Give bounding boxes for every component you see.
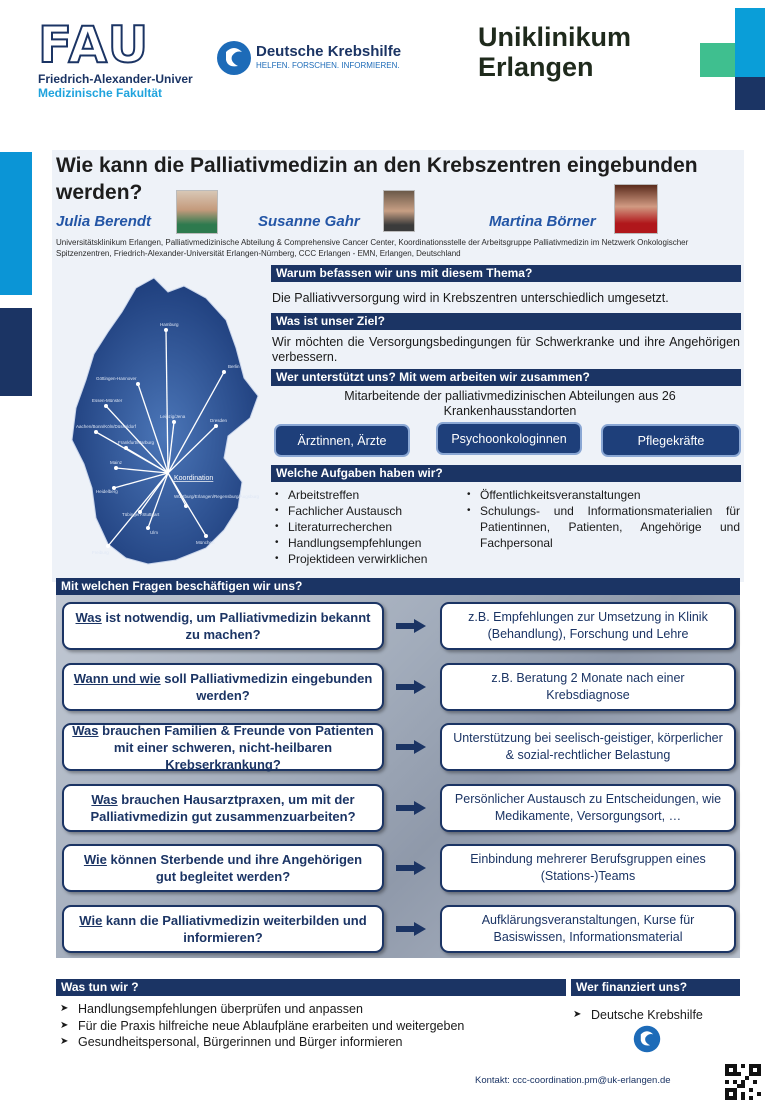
- question-rest: soll Palliativmedizin eingebunden werden?: [160, 671, 373, 703]
- fau-wordmark: FAU: [38, 16, 151, 74]
- question-box: [62, 784, 384, 832]
- heading-ziel: Was ist unser Ziel?: [271, 313, 741, 330]
- text-warum: Die Palliativversorgung wird in Krebszentren unterschiedlich umgesetzt.: [272, 291, 669, 305]
- city-label: München: [196, 540, 215, 545]
- author-3: Martina Börner: [489, 213, 596, 230]
- question-keyword: Was: [72, 722, 99, 738]
- edge-bar-light: [0, 152, 32, 295]
- city-label: Mainz: [110, 460, 123, 465]
- arrow-right-icon: [396, 922, 426, 936]
- fau-logo: [38, 18, 198, 108]
- city-label: Dresden: [210, 418, 228, 423]
- question-keyword: Was: [75, 610, 102, 625]
- answer-box: Aufklärungsveranstaltungen, Kurse für Basiswissen, Informationsmaterial: [440, 905, 736, 953]
- city-label: Ulm: [150, 530, 158, 535]
- author-1: Julia Berendt: [56, 213, 152, 230]
- question-box: [62, 602, 384, 650]
- question-text: [72, 851, 374, 885]
- group-psychoonkologen: Psychoonkologinnen: [436, 422, 582, 455]
- heading-tun: Was tun wir ?: [56, 979, 566, 996]
- uke-line2: Erlangen: [478, 52, 594, 82]
- city-label: Leipzig/Jena: [160, 414, 186, 419]
- question-text: [72, 791, 374, 825]
- group-pflege: Pflegekräfte: [601, 424, 741, 457]
- answer-box: Unterstützung bei seelisch-geistiger, körperlicher & sozial-rechtlicher Belastung: [440, 723, 736, 771]
- qr-code: [725, 1064, 761, 1100]
- question-box: [62, 723, 384, 771]
- city-label: Essen-Münster: [92, 398, 123, 403]
- question-text: [72, 609, 374, 643]
- question-text: [72, 670, 374, 704]
- fau-name: Friedrich-Alexander-Univer: [38, 72, 193, 86]
- city-label: Berlin: [228, 364, 240, 369]
- uke-line1: Uniklinikum: [478, 22, 632, 52]
- city-label: Frankfurt/Marburg: [118, 440, 155, 445]
- dkh-tagline: HELFEN. FORSCHEN. INFORMIEREN.: [256, 61, 400, 70]
- question-keyword: Wie: [79, 913, 103, 928]
- city-label: Tübingen-Stuttgart: [122, 512, 160, 517]
- group-aerzte: Ärztinnen, Ärzte: [274, 424, 410, 457]
- question-rest: brauchen Hausarztpraxen, um mit der Palliativmedizin gut zusammenzuarbeiten?: [90, 792, 356, 824]
- list-item: ➤ Handlungsempfehlungen überprüfen und anpassen: [58, 1001, 578, 1018]
- heading-warum: Warum befassen wir uns mit diesem Thema?: [271, 265, 741, 282]
- list-item: • Handlungsempfehlungen: [272, 535, 462, 551]
- poster-title: Wie kann die Palliativmedizin an den Krebszentren eingebunden werden?: [56, 154, 698, 204]
- coordination-label: Koordination: [174, 475, 214, 482]
- author-3-photo: [614, 184, 658, 234]
- city-label: Hamburg: [160, 322, 179, 327]
- tun-list: [58, 1001, 578, 1051]
- edge-bar-dark: [0, 308, 32, 396]
- arrow-right-icon: [396, 740, 426, 754]
- dkh-icon: [216, 40, 252, 76]
- question-keyword: Wann und wie: [73, 671, 161, 686]
- author-2: Susanne Gahr: [258, 213, 360, 230]
- list-item: ➤ Für die Praxis hilfreiche neue Ablaufpläne erarbeiten und weitergeben: [58, 1018, 578, 1035]
- list-item: ➤ Gesundheitspersonal, Bürgerinnen und Bürger informieren: [58, 1034, 578, 1051]
- dkh-small-icon: [633, 1025, 661, 1053]
- germany-map: [56, 268, 266, 574]
- aufgaben-left: [272, 487, 462, 567]
- city-label: Göttingen-Hannover: [96, 376, 137, 381]
- germany-shape: [72, 278, 258, 564]
- fau-faculty: Medizinische Fakultät: [38, 86, 163, 100]
- contact-email[interactable]: Kontakt: ccc-coordination.pm@uk-erlangen.de: [475, 1075, 671, 1086]
- text-ziel: Wir möchten die Versorgungsbedingungen für Schwerkranke und ihre Angehörigen verbessern.: [272, 335, 740, 364]
- city-label: Heidelberg: [96, 489, 118, 494]
- question-box: [62, 663, 384, 711]
- question-box: [62, 844, 384, 892]
- arrow-right-icon: [396, 680, 426, 694]
- question-box: [62, 905, 384, 953]
- question-text: [72, 912, 374, 946]
- answer-box: z.B. Empfehlungen zur Umsetzung in Klinik (Behandlung), Forschung und Lehre: [440, 602, 736, 650]
- author-2-photo: [383, 190, 415, 232]
- answer-box: z.B. Beratung 2 Monate nach einer Krebsdiagnose: [440, 663, 736, 711]
- heading-finanziert: Wer finanziert uns?: [571, 979, 740, 996]
- affiliation: Universitätsklinikum Erlangen, Palliativmedizinische Abteilung & Comprehensive Cancer Center, Koordinationsstelle der Arbeitsgruppe Palliativmedizin im Netzwerk Onkologischer Spitzenzentren, Friedrich-Alexander-Universität Erlangen-Nürnberg, CCC Erlangen - EMN, Erlangen, Deutschland: [56, 238, 689, 258]
- list-item: • Projektideen verwirklichen: [272, 551, 462, 567]
- heading-aufgaben: Welche Aufgaben haben wir?: [271, 465, 741, 482]
- list-item: ➤ Deutsche Krebshilfe: [571, 1007, 741, 1024]
- author-1-photo: [176, 190, 218, 234]
- question-rest: ist notwendig, um Palliativmedizin bekannt zu machen?: [101, 610, 371, 642]
- question-keyword: Was: [91, 792, 118, 807]
- list-item: • Öffentlichkeitsveranstaltungen: [464, 487, 740, 503]
- dkh-logo: [216, 38, 416, 78]
- uke-logo: [478, 22, 631, 82]
- arrow-right-icon: [396, 801, 426, 815]
- heading-wer: Wer unterstützt uns? Mit wem arbeiten wir zusammen?: [271, 369, 741, 386]
- aufgaben-right: [464, 487, 740, 551]
- answer-box: Einbindung mehrerer Berufsgruppen eines (Stations-)Teams: [440, 844, 736, 892]
- list-item: • Fachlicher Austausch: [272, 503, 462, 519]
- arrow-right-icon: [396, 861, 426, 875]
- dkh-name: Deutsche Krebshilfe: [256, 43, 402, 60]
- uke-emblem: [700, 8, 765, 110]
- city-label: Aachen/Bonn/Köln/Düsseldorf: [76, 424, 137, 429]
- question-keyword: Wie: [83, 852, 107, 867]
- text-wer: Mitarbeitende der palliativmedizinischen Abteilungen aus 26 Krankenhausstandorten: [344, 389, 676, 418]
- city-label: Freiburg: [92, 550, 109, 555]
- question-rest: können Sterbende und ihre Angehörigen gut begleitet werden?: [106, 852, 363, 884]
- list-item: • Literaturrecherchen: [272, 519, 462, 535]
- question-text: [72, 722, 374, 773]
- question-rest: brauchen Familien & Freunde von Patienten mit einer schweren, nicht-heilbaren Krebserkrankung?: [98, 722, 374, 772]
- question-rest: kann die Palliativmedizin weiterbilden und informieren?: [102, 913, 367, 945]
- list-item: • Schulungs- und Informationsmaterialien für Patientinnen, Patienten, Angehörige und Fachpersonal: [464, 503, 740, 551]
- city-label: Würzburg/Erlangen/Regensburg/Augsburg: [174, 494, 260, 499]
- heading-fragen: Mit welchen Fragen beschäftigen wir uns?: [56, 578, 740, 595]
- answer-box: Persönlicher Austausch zu Entscheidungen, wie Medikamente, Versorgungsort, …: [440, 784, 736, 832]
- arrow-right-icon: [396, 619, 426, 633]
- finanziert-list: [571, 1007, 741, 1024]
- list-item: • Arbeitstreffen: [272, 487, 462, 503]
